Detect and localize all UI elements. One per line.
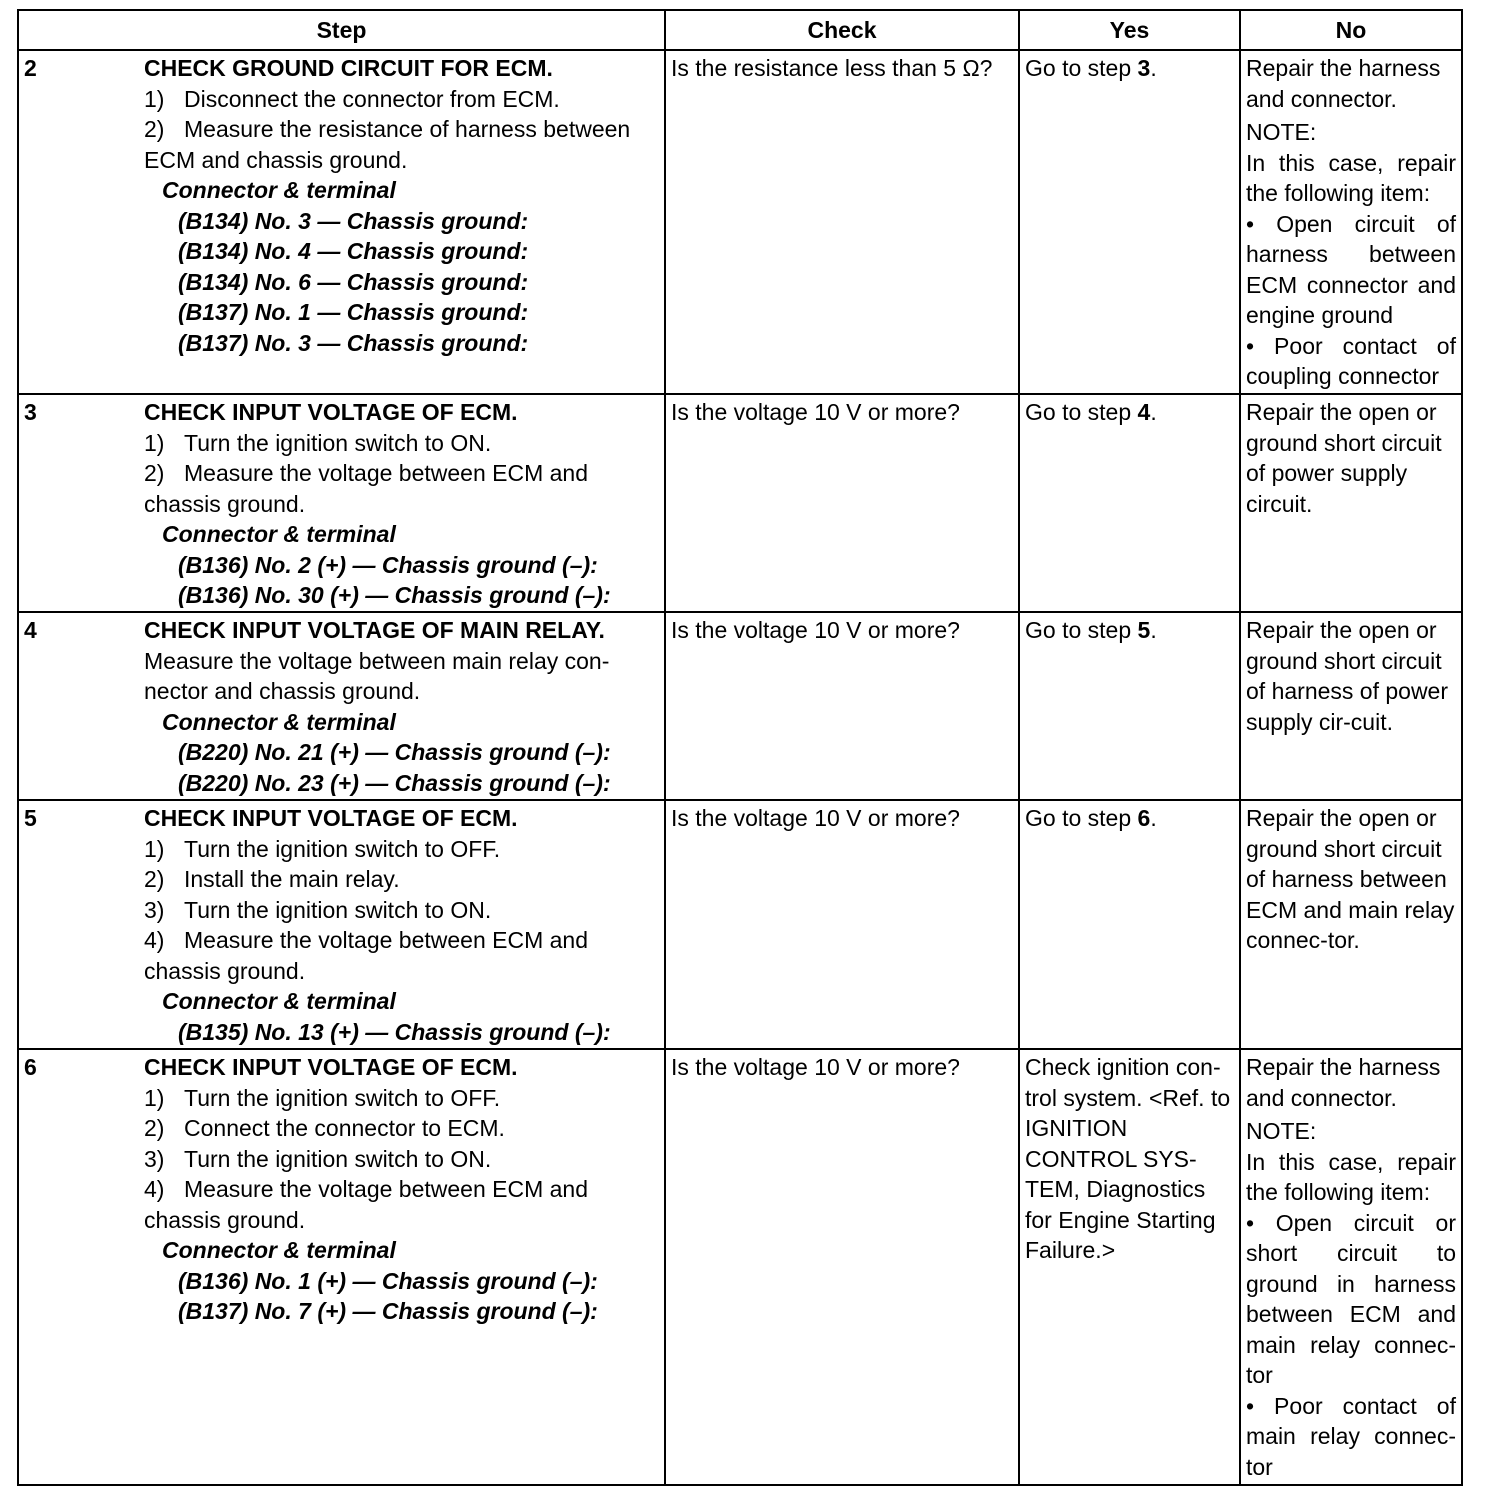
terminal-item: (B136) No. 1 (+) — Chassis ground (–):: [178, 1267, 598, 1294]
step-instruction: 3) Turn the ignition switch to ON.: [144, 1145, 492, 1172]
check-cell: Is the voltage 10 V or more?: [665, 394, 1019, 612]
header-no: No: [1240, 10, 1462, 50]
step-instruction: 4) Measure the voltage between ECM and chassis ground.: [144, 927, 589, 984]
step-instruction: 1) Disconnect the connector from ECM.: [144, 85, 560, 112]
yes-cell: Go to step 3.: [1019, 50, 1240, 394]
step-cell: [139, 1049, 665, 1485]
check-cell: Is the voltage 10 V or more?: [665, 1049, 1019, 1485]
terminal-item: (B134) No. 3 — Chassis ground:: [178, 207, 529, 234]
table-row: [18, 394, 1462, 612]
step-title: CHECK INPUT VOLTAGE OF ECM.: [144, 805, 518, 831]
connector-terminal-label: Connector & terminal: [162, 521, 396, 547]
note-label: NOTE:: [1246, 1118, 1317, 1144]
table-row: [18, 800, 1462, 1049]
no-cell: Repair the open or ground short circuit of harness of power supply cir-cuit.: [1240, 612, 1462, 800]
table-row: [18, 1049, 1462, 1485]
step-instruction: 3) Turn the ignition switch to ON.: [144, 896, 492, 923]
yes-cell: Go to step 6.: [1019, 800, 1240, 1049]
step-instruction: 4) Measure the voltage between ECM and chassis ground.: [144, 1176, 589, 1233]
terminal-item: (B220) No. 21 (+) — Chassis ground (–):: [178, 739, 611, 765]
step-cell: [139, 612, 665, 800]
step-title: CHECK INPUT VOLTAGE OF MAIN RELAY.: [144, 617, 605, 643]
step-title: CHECK INPUT VOLTAGE OF ECM.: [144, 1054, 518, 1080]
step-title: CHECK GROUND CIRCUIT FOR ECM.: [144, 55, 553, 81]
yes-cell: Go to step 5.: [1019, 612, 1240, 800]
step-instruction: 1) Turn the ignition switch to OFF.: [144, 1084, 501, 1111]
note-bullet: • Poor contact of main relay connec-tor: [1246, 1392, 1456, 1480]
step-instruction: 2) Measure the resistance of harness between ECM and chassis ground.: [144, 116, 631, 173]
header-check: Check: [665, 10, 1019, 50]
terminal-item: (B137) No. 1 — Chassis ground:: [178, 299, 529, 325]
note-label: NOTE:: [1246, 119, 1317, 145]
header-step: Step: [18, 10, 665, 50]
header-row: [18, 10, 1462, 50]
check-cell: Is the voltage 10 V or more?: [665, 800, 1019, 1049]
note-text: In this case, repair the following item:: [1246, 1148, 1456, 1205]
step-instruction: 2) Connect the connector to ECM.: [144, 1115, 505, 1141]
terminal-item: (B137) No. 7 (+) — Chassis ground (–):: [178, 1298, 598, 1324]
no-cell: Repair the open or ground short circuit of harness between ECM and main relay connec-tor.: [1240, 800, 1462, 1049]
check-cell: Is the voltage 10 V or more?: [665, 612, 1019, 800]
connector-terminal-label: Connector & terminal: [162, 988, 396, 1014]
note-bullet: • Open circuit of harness between ECM connector and engine ground: [1246, 210, 1456, 328]
terminal-item: (B137) No. 3 — Chassis ground:: [178, 329, 529, 356]
step-cell: [139, 394, 665, 612]
no-cell: Repair the open or ground short circuit of power supply circuit.: [1240, 394, 1462, 612]
terminal-item: (B134) No. 4 — Chassis ground:: [178, 238, 529, 264]
step-instruction: 2) Install the main relay.: [144, 866, 400, 892]
note-bullet: • Open circuit or short circuit to ground in harness between ECM and main relay connec-tor: [1246, 1209, 1456, 1388]
step-instruction: 2) Measure the voltage between ECM and chassis ground.: [144, 460, 589, 517]
step-number: 6: [18, 1049, 139, 1485]
table-row: [18, 612, 1462, 800]
no-action: Repair the harness and connector.: [1246, 55, 1441, 112]
yes-cell: Go to step 4.: [1019, 394, 1240, 612]
connector-terminal-label: Connector & terminal: [162, 1237, 396, 1263]
terminal-item: (B136) No. 2 (+) — Chassis ground (–):: [178, 551, 598, 578]
connector-terminal-label: Connector & terminal: [162, 177, 396, 203]
terminal-item: (B220) No. 23 (+) — Chassis ground (–):: [178, 769, 611, 796]
note-text: In this case, repair the following item:: [1246, 149, 1456, 206]
step-number: 5: [18, 800, 139, 1049]
step-instruction: 1) Turn the ignition switch to ON.: [144, 429, 492, 456]
step-title: CHECK INPUT VOLTAGE OF ECM.: [144, 399, 518, 425]
connector-terminal-label: Connector & terminal: [162, 708, 396, 735]
terminal-item: (B136) No. 30 (+) — Chassis ground (–):: [178, 582, 611, 608]
table-row: [18, 50, 1462, 394]
no-action: Repair the harness and connector.: [1246, 1054, 1441, 1111]
step-cell: [139, 50, 665, 394]
step-number: 4: [18, 612, 139, 800]
yes-cell: Check ignition con-trol system. <Ref. to IGNITION CONTROL SYS-TEM, Diagnostics for Engine Starting Failure.>: [1019, 1049, 1240, 1485]
step-number: 3: [18, 394, 139, 612]
header-yes: Yes: [1019, 10, 1240, 50]
step-cell: [139, 800, 665, 1049]
diagnostic-table: [17, 9, 1463, 1486]
terminal-item: (B134) No. 6 — Chassis ground:: [178, 268, 529, 295]
step-instruction: 1) Turn the ignition switch to OFF.: [144, 835, 501, 862]
step-number: 2: [18, 50, 139, 394]
no-cell: [1240, 50, 1462, 394]
step-instruction: Measure the voltage between main relay con-nector and chassis ground.: [144, 647, 610, 704]
no-cell: [1240, 1049, 1462, 1485]
note-bullet: • Poor contact of coupling connector: [1246, 332, 1456, 389]
check-cell: Is the resistance less than 5 Ω?: [665, 50, 1019, 394]
terminal-item: (B135) No. 13 (+) — Chassis ground (–):: [178, 1018, 611, 1045]
